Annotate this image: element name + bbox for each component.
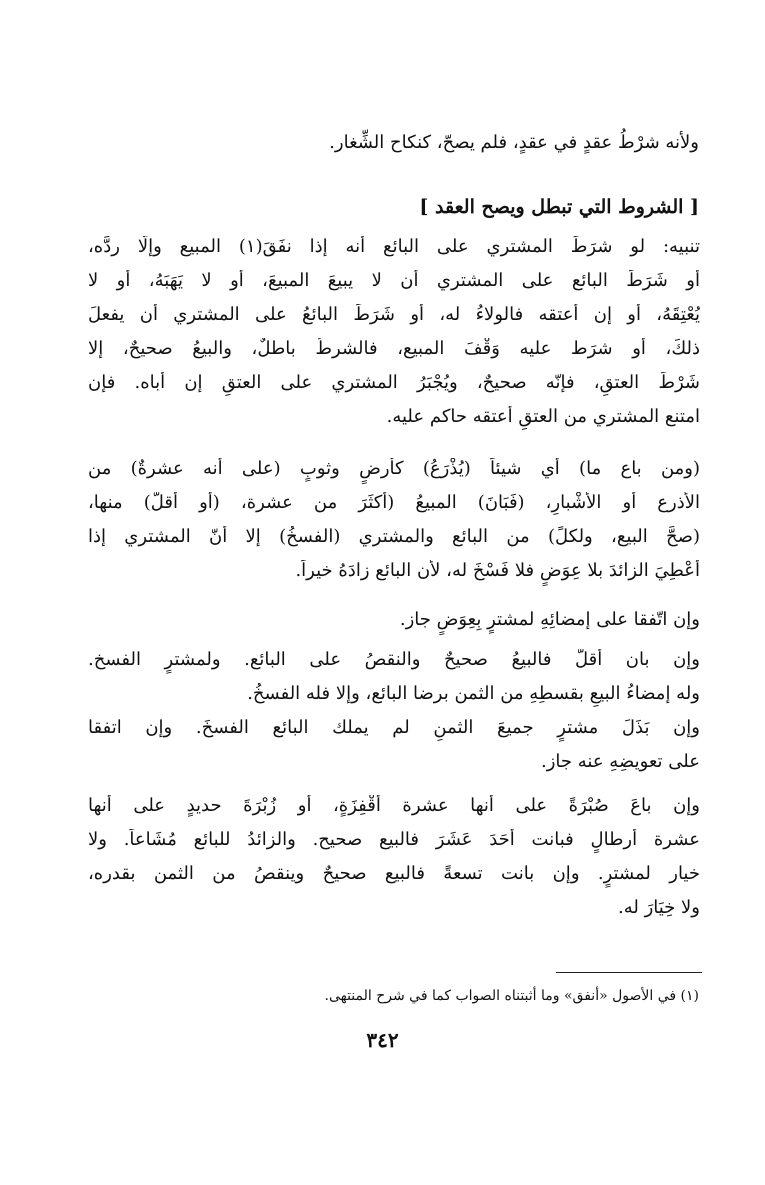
text-line: الأذرع أو الأَشْبارِ، (فَبَانَ) المبيعُ (أكثَرَ من عشرة، (أو أقلَّ) منها، [88, 492, 700, 513]
opening-line: ولأنه شرْطُ عقدٍ في عقدٍ، فلم يصحّ، كنكاح الشِّغار. [329, 132, 699, 153]
footnote-divider [556, 972, 702, 973]
text-line: خيار لمشترٍ. وإن بانت تسعةً فالبيع صحيحٌ وينقصُ من الثمن بقدره، [88, 863, 700, 884]
text-line: وإن بان أقلَّ فالبيعُ صحيحٌ والنقصُ على البائع. ولمشترٍ الفسخ. [88, 649, 700, 670]
paragraph-2 [88, 458, 700, 594]
text-line: ذلكَ، أو شرَط عليه وَقْفَ المبيع، فالشرطُ باطلٌ، والبيعُ صحيحٌ، إلا [88, 338, 700, 359]
paragraph-6 [88, 795, 700, 931]
text-line: تنبيه: لو شرَطَ المشتري على البائع أنه إذا نفَقَ(١) المبيع وإلّا ردَّه، [88, 236, 700, 257]
text-line: شَرْطَ العتقِ، فإنّه صحيحٌ، ويُجْبَرُ المشتري على العتقِ إن أباه. فإن [88, 372, 700, 393]
section-heading: [ الشروط التي تبطل ويصح العقد ] [419, 196, 699, 218]
text-line: على تعويضِهِ عنه جاز. [541, 751, 700, 772]
paragraph-4 [88, 649, 700, 717]
text-line: وله إمضاءُ البيعِ بقسطِهِ من الثمن برضا البائع، وإلا فله الفسخُ. [247, 683, 700, 704]
text-line: امتنع المشتري من العتقِ أعتقه حاكم عليه. [386, 406, 700, 427]
text-line: وإن باعَ صُبْرَةً على أنها عشرة أَقْفِزَةٍ، أو زُبْرَةَ حديدٍ على أنها [88, 795, 700, 816]
footnote: (١) في الأصول «أنفق» وما أثبتناه الصواب كما في شرح المنتهى. [324, 988, 699, 1004]
text-line: (صحَّ البيع، ولكلٍّ) من البائع والمشتري (الفسخُ) إلا أنّ المشتري إذا [88, 526, 700, 547]
paragraph-3 [88, 609, 700, 643]
text-line: يُعْتِقَهُ، أو إن أعتقه فالولاءُ له، أو شَرَطَ البائعُ على المشتري أن يفعلَ [88, 304, 700, 325]
paragraph-5 [88, 717, 700, 785]
text-line: عشرة أرطالٍ فبانت أَحَدَ عَشَرَ فالبيع صحيح. والزائدُ للبائع مُشَاعاً. ولا [88, 829, 700, 850]
text-line: (ومن باع ما) أي شيئاً (يُذْرَعُ) كأرضٍ وثوبٍ (على أنه عشرةٌ) من [88, 458, 700, 479]
page-number: ٣٤٢ [366, 1028, 399, 1052]
paragraph-1 [88, 236, 700, 440]
text-line: وإن بَذَلَ مشترٍ جميعَ الثمنِ لم يملك البائع الفسخَ. وإن اتفقا [88, 717, 700, 738]
text-line: أو شَرَطَ البائع على المشتري أن لا يبيعَ المبيعَ، أو لا يَهَبَهُ، أو لا [88, 270, 700, 291]
text-line: وإن اتّفقا على إمضائِهِ لمشترٍ بِعِوَضٍ جاز. [399, 609, 700, 630]
text-line: ولا خِيَارَ له. [618, 897, 700, 918]
text-line: أُعْطِيَ الزائدَ بلا عِوَضٍ فلا فَسْخَ له، لأن البائع زادَهُ خيراً. [295, 560, 700, 581]
